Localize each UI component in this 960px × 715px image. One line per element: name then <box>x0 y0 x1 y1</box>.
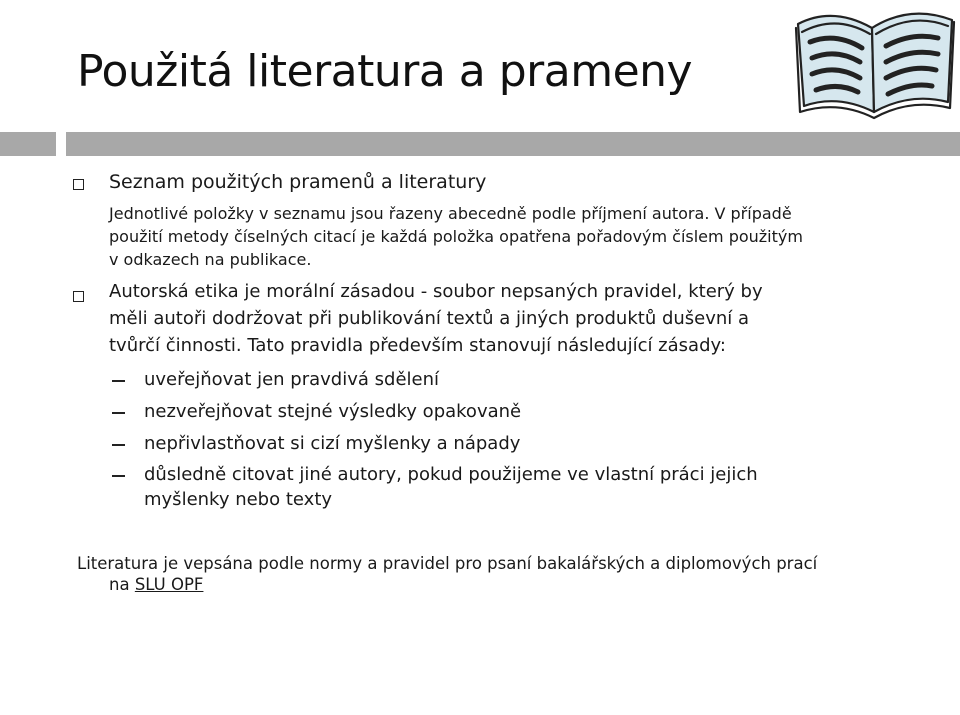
dash-bullet-icon <box>112 475 125 477</box>
rule-item: nezveřejňovat stejné výsledky opakovaně <box>144 401 522 422</box>
dash-bullet-icon <box>112 444 125 446</box>
section1-line: v odkazech na publikace. <box>109 250 312 269</box>
slu-opf-link[interactable]: SLU OPF <box>134 575 204 594</box>
section2-line: tvůrčí činnosti. Tato pravidla především stanovují následující zásady: <box>109 335 726 356</box>
section1-line: Jednotlivé položky v seznamu jsou řazeny abecedně podle příjmení autora. V případě <box>109 204 792 223</box>
footer-line-2 <box>109 573 203 596</box>
open-book-icon <box>788 2 958 122</box>
title-rule-left <box>0 132 56 156</box>
section1-heading: Seznam použitých pramenů a literatury <box>109 171 487 193</box>
rule-item: uveřejňovat jen pravdivá sdělení <box>144 369 440 390</box>
rule-item: důsledně citovat jiné autory, pokud použijeme ve vlastní práci jejich <box>144 464 758 485</box>
section1-line: použití metody číselných citací je každá položka opatřena pořadovým číslem použitým <box>109 227 803 246</box>
title-rule-right <box>66 132 960 156</box>
section2-line: měli autoři dodržovat při publikování textů a jiných produktů duševní a <box>109 308 750 329</box>
square-bullet-icon <box>73 179 84 190</box>
rule-item-continuation: myšlenky nebo texty <box>144 489 333 510</box>
footer-line: Literatura je vepsána podle normy a pravidel pro psaní bakalářských a diplomových prací <box>77 554 818 573</box>
rule-item: nepřivlastňovat si cizí myšlenky a nápady <box>144 433 521 454</box>
footer-prefix: na <box>109 575 135 594</box>
dash-bullet-icon <box>112 380 125 382</box>
square-bullet-icon <box>73 291 84 302</box>
section2-line: Autorská etika je morální zásadou - soubor nepsaných pravidel, který by <box>109 281 763 302</box>
dash-bullet-icon <box>112 412 125 414</box>
slide-title: Použitá literatura a prameny <box>77 46 693 97</box>
